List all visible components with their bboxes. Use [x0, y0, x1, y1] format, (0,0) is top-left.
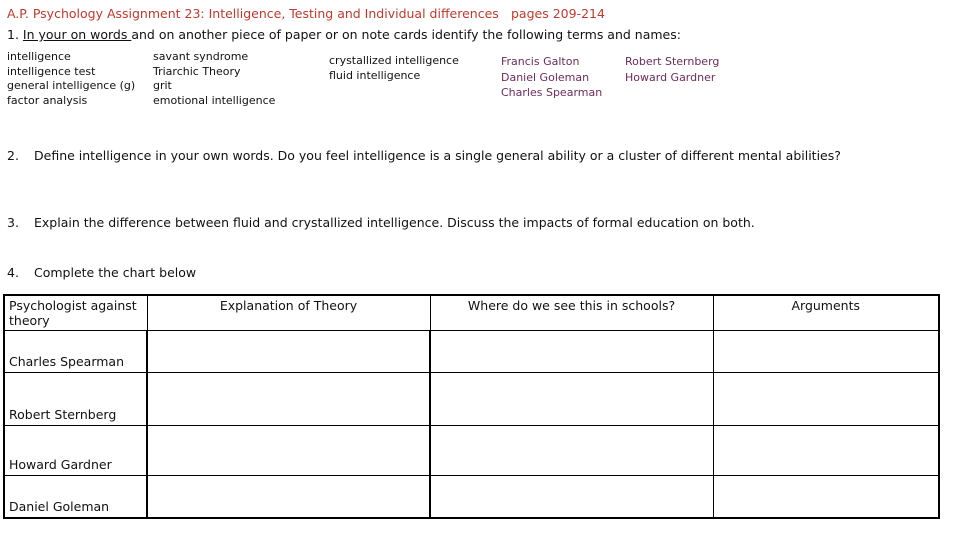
arguments-cell[interactable] — [713, 373, 939, 426]
header-explanation — [147, 295, 430, 331]
psychologist-name: Howard Gardner — [625, 70, 716, 84]
psychologist-name: Francis Galton — [501, 55, 580, 68]
psychologist-name: Daniel Goleman — [501, 70, 590, 84]
header-label: Arguments — [791, 298, 861, 313]
explanation-cell[interactable] — [147, 476, 430, 518]
arguments-cell[interactable] — [713, 426, 939, 476]
row-label: Howard Gardner — [9, 457, 112, 472]
terms-column-3 — [329, 54, 459, 83]
schools-cell[interactable] — [430, 426, 713, 476]
term: emotional intelligence — [153, 93, 276, 107]
question-2-text: Define intelligence in your own words. Do you feel intelligence is a single general ability or a cluster of different mental abilities? — [34, 148, 841, 163]
arguments-cell[interactable] — [713, 476, 939, 518]
term: general intelligence (g) — [7, 79, 136, 92]
question-1-number: 1. — [7, 27, 19, 42]
term: intelligence — [7, 50, 71, 63]
title-text: A.P. Psychology Assignment 23: Intelligence, Testing and Individual differences — [7, 6, 499, 21]
question-3-number: 3. — [7, 215, 19, 230]
chart-row — [4, 476, 939, 518]
schools-cell[interactable] — [430, 373, 713, 426]
term: Triarchic Theory — [153, 64, 241, 78]
question-2 — [7, 148, 841, 163]
header-label: Explanation of Theory — [219, 298, 358, 313]
names-column-2 — [625, 54, 719, 85]
row-psychologist — [4, 373, 147, 426]
question-2-number: 2. — [7, 148, 19, 163]
term: crystallized intelligence — [329, 54, 459, 67]
term: intelligence test — [7, 64, 96, 78]
question-4-number: 4. — [7, 265, 19, 280]
row-label: Charles Spearman — [9, 354, 124, 369]
schools-cell[interactable] — [430, 476, 713, 518]
psychologist-name: Robert Sternberg — [625, 55, 720, 68]
names-column-1 — [501, 54, 602, 101]
question-1-text: and on another piece of paper or on note cards identify the following terms and names: — [131, 27, 681, 42]
page-range: pages 209-214 — [511, 6, 605, 21]
schools-cell[interactable] — [430, 331, 713, 373]
row-label: Daniel Goleman — [9, 498, 110, 514]
header-label: Where do we see this in schools? — [467, 298, 676, 313]
chart-header-row — [4, 295, 939, 331]
question-4-text: Complete the chart below — [34, 265, 197, 280]
term: factor analysis — [7, 93, 88, 107]
question-4 — [7, 265, 196, 280]
row-psychologist — [4, 426, 147, 476]
header-psychologist — [4, 295, 147, 331]
row-psychologist — [4, 331, 147, 373]
explanation-cell[interactable] — [147, 331, 430, 373]
explanation-cell[interactable] — [147, 373, 430, 426]
terms-column-1 — [7, 50, 135, 108]
explanation-cell[interactable] — [147, 426, 430, 476]
term: savant syndrome — [153, 50, 249, 63]
header-label: Psychologist against theory — [9, 298, 137, 328]
question-3-text: Explain the difference between fluid and crystallized intelligence. Discuss the impacts of formal education on both. — [34, 215, 755, 230]
term: fluid intelligence — [329, 68, 421, 82]
row-label: Robert Sternberg — [9, 407, 117, 422]
row-psychologist — [4, 476, 147, 518]
header-schools — [430, 295, 713, 331]
question-3 — [7, 215, 755, 230]
term: grit — [153, 79, 172, 92]
arguments-cell[interactable] — [713, 331, 939, 373]
question-1 — [7, 27, 681, 42]
theory-chart — [3, 294, 940, 519]
chart-row — [4, 426, 939, 476]
psychologist-name: Charles Spearman — [501, 86, 603, 99]
chart-row — [4, 373, 939, 426]
chart-row — [4, 331, 939, 373]
terms-column-2 — [153, 50, 275, 108]
assignment-title — [7, 6, 605, 21]
question-1-underlined: In your on words — [22, 27, 132, 42]
header-arguments — [713, 295, 939, 331]
